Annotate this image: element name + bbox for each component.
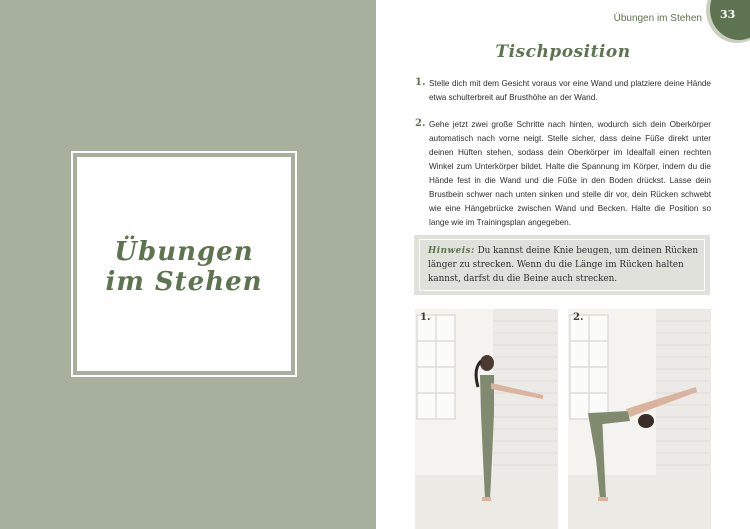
note-frame: [419, 239, 705, 291]
standing-wall-figure-image: [415, 309, 558, 529]
note-box: [414, 235, 710, 295]
table-position-figure-image: [568, 309, 711, 529]
exercise-photo-2: [568, 309, 711, 529]
chapter-title-frame: [71, 151, 297, 377]
chapter-title-card: [77, 157, 291, 371]
chapter-title-line1: Übungen: [114, 237, 254, 267]
note-label: Hinweis:: [428, 246, 475, 256]
photo-label: 2.: [573, 312, 584, 323]
photo-label: 1.: [420, 312, 431, 323]
step-text: Gehe jetzt zwei große Schritte nach hinten, wodurch sich dein Oberkörper automatisch nach vorne neigt. Stelle sicher, dass deine Füße direkt unter deinen Hüften stehen, sodass dein Oberkörper im Idealfall einen rechten Winkel zum Unterkörper bildet. Halte die Spannung im Körper, indem du die Hände fest in die Wand und die Füße in den Boden drückst. Lasse dein Brustbein schwer nach unten sinken und stelle dir vor, dein Rücken schwebt wie eine Hängebrücke zwischen Wand und Becken. Halte die Position so lange wie im Trainingsplan angegeben.: [429, 120, 711, 227]
page-number: 33: [720, 8, 736, 21]
running-head: Übungen im Stehen: [613, 13, 702, 24]
chapter-title: [77, 237, 291, 297]
exercise-photo-1: [415, 309, 558, 529]
step-number: 2.: [415, 118, 426, 129]
right-page: [376, 0, 750, 529]
page-number-badge: [710, 0, 750, 40]
step-text: Stelle dich mit dem Gesicht voraus vor eine Wand und platziere deine Hände etwa schulterbreit auf Brusthöhe an der Wand.: [429, 79, 711, 102]
step-1: [415, 77, 711, 105]
note-text: [428, 244, 698, 286]
note-body: Du kannst deine Knie beugen, um deinen Rücken länger zu strecken. Wenn du die Länge im Rücken halten kannst, darfst du die Beine auch strecken.: [428, 246, 699, 284]
step-number: 1.: [415, 77, 426, 88]
chapter-title-line2: im Stehen: [105, 267, 263, 297]
step-2: [415, 118, 711, 230]
section-title: Tischposition: [495, 42, 631, 62]
